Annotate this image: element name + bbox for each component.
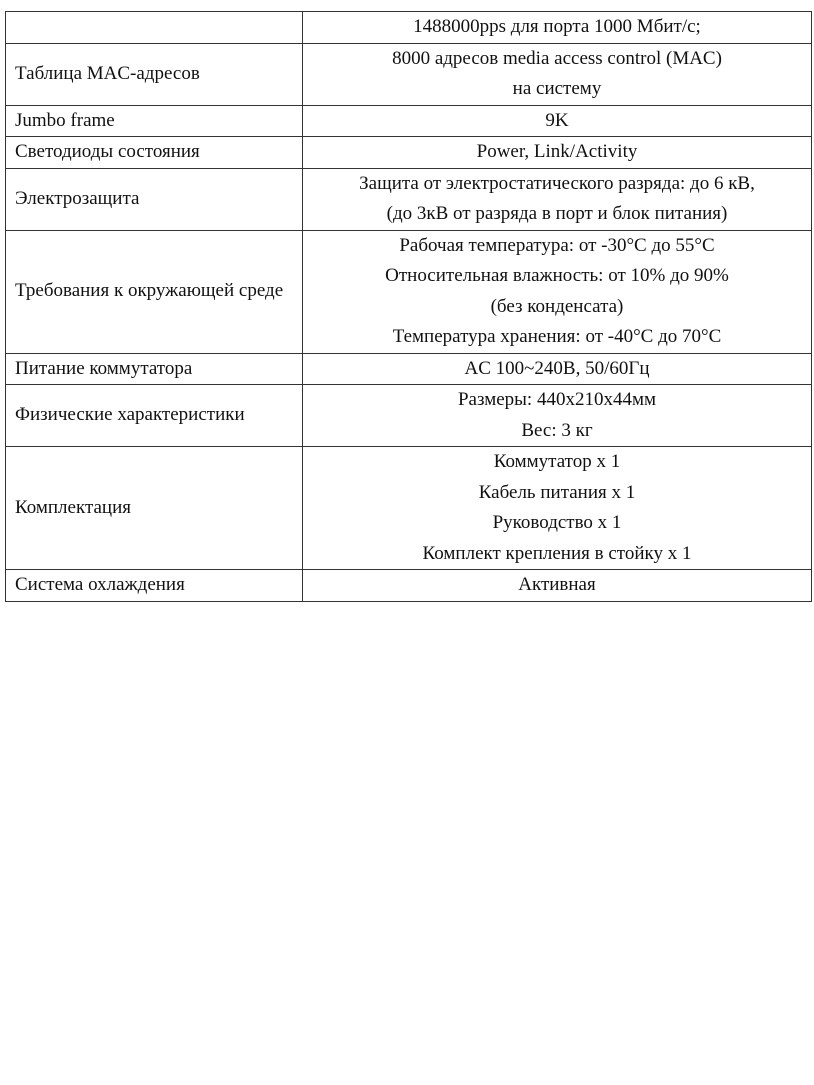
- spec-value-line: Руководство x 1: [492, 512, 622, 533]
- spec-value-line: Комплект крепления в стойку x 1: [422, 542, 692, 564]
- table-row: [6, 230, 812, 353]
- spec-label: Электрозащита: [6, 168, 303, 230]
- table-row: [6, 447, 812, 570]
- table-row: [6, 385, 812, 447]
- spec-value-line: 8000 адресов media access control (MAC): [392, 47, 722, 69]
- spec-value-line: Вес: 3 кг: [521, 419, 593, 441]
- spec-value-line: 9K: [545, 109, 569, 131]
- spec-value-line: AC 100~240В, 50/60Гц: [464, 357, 650, 379]
- spec-value-line: (до 3кВ от разряда в порт и блок питания): [386, 203, 728, 224]
- table-row: [6, 137, 812, 169]
- spec-value-line: Рабочая температура: от -30°С до 55°С: [399, 234, 715, 256]
- table-row: [6, 12, 812, 44]
- spec-value-line: на систему: [512, 78, 602, 99]
- table-row: [6, 105, 812, 137]
- table-row: [6, 570, 812, 602]
- spec-value-line: Температура хранения: от -40°С до 70°С: [392, 326, 722, 347]
- spec-value: [303, 385, 812, 447]
- spec-label: Jumbo frame: [6, 105, 303, 137]
- spec-label: [6, 12, 303, 44]
- spec-value: [303, 105, 812, 137]
- spec-value: [303, 137, 812, 169]
- spec-table: [5, 11, 812, 602]
- spec-label: Система охлаждения: [6, 570, 303, 602]
- spec-value-line: Кабель питания x 1: [478, 481, 636, 503]
- spec-value: [303, 12, 812, 44]
- spec-value: [303, 570, 812, 602]
- spec-value: [303, 353, 812, 385]
- spec-value-line: Размеры: 440x210x44мм: [457, 389, 657, 410]
- spec-value-line: Относительная влажность: от 10% до 90%: [385, 265, 729, 286]
- spec-value: [303, 230, 812, 353]
- spec-label: Требования к окружающей среде: [6, 230, 303, 353]
- spec-label: Физические характеристики: [6, 385, 303, 447]
- table-row: [6, 43, 812, 105]
- table-row: [6, 353, 812, 385]
- spec-label: Питание коммутатора: [6, 353, 303, 385]
- spec-value-line: 1488000pps для порта 1000 Мбит/с;: [413, 16, 701, 37]
- spec-value-line: Power, Link/Activity: [476, 141, 638, 162]
- spec-label: Комплектация: [6, 447, 303, 570]
- spec-value-line: (без конденсата): [490, 295, 624, 317]
- spec-value: [303, 168, 812, 230]
- spec-value-line: Активная: [518, 574, 596, 595]
- spec-value-line: Защита от электростатического разряда: до 6 кВ,: [359, 172, 755, 194]
- spec-label: Таблица MAC-адресов: [6, 43, 303, 105]
- spec-value-line: Коммутатор x 1: [493, 451, 621, 472]
- spec-value: [303, 447, 812, 570]
- spec-label: Светодиоды состояния: [6, 137, 303, 169]
- spec-value: [303, 43, 812, 105]
- table-row: [6, 168, 812, 230]
